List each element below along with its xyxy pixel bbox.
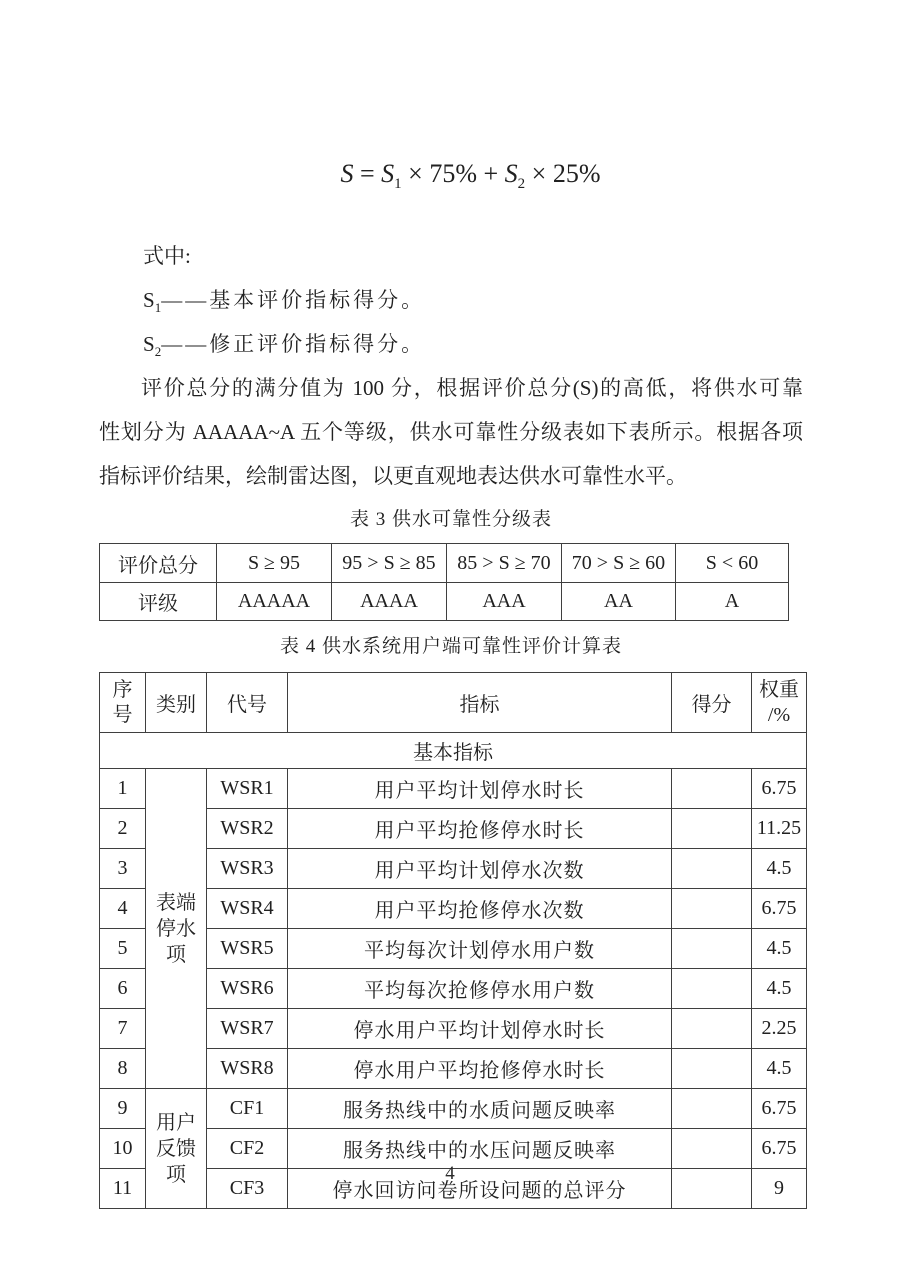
category-label-line: 反馈 [156,1137,196,1160]
header-weight-line2: /% [767,703,791,726]
formula-equation [99,0,803,228]
code-cell: CF3 [207,1169,288,1209]
code-cell: WSR6 [207,969,288,1009]
section-row [100,733,807,769]
table3-range-cell: 70 > S ≥ 60 [562,544,676,583]
table3-range-cell: 95 > S ≥ 85 [332,544,447,583]
formula-var-s1: S [381,159,395,188]
score-cell [672,929,752,969]
weight-cell: 6.75 [752,1089,807,1129]
table3-score-row [100,544,789,583]
header-category: 类别 [146,673,207,733]
table3-grade-cell: AAAAA [217,583,332,621]
category-cell-user-feedback [146,1089,207,1209]
indicator-cell: 用户平均计划停水时长 [288,769,672,809]
page-content [99,0,803,1209]
weight-cell: 2.25 [752,1009,807,1049]
note-symbol-s1: S [143,288,155,312]
table-row [100,889,807,929]
code-cell: WSR7 [207,1009,288,1049]
header-indicator: 指标 [288,673,672,733]
indicator-cell: 服务热线中的水质问题反映率 [288,1089,672,1129]
indicator-cell: 用户平均计划停水次数 [288,849,672,889]
row-number-cell: 1 [100,769,146,809]
table-row [100,1049,807,1089]
code-cell: CF1 [207,1089,288,1129]
indicator-cell: 用户平均抢修停水次数 [288,889,672,929]
code-cell: CF2 [207,1129,288,1169]
note-desc-s2: ——修正评价指标得分。 [161,332,426,356]
category-label-line: 项 [166,1163,186,1186]
table3-rowhead-cell: 评级 [100,583,217,621]
weight-cell: 9 [752,1169,807,1209]
formula-note-s2 [99,322,803,366]
page-number: 4 [445,1163,455,1184]
table3-caption: 表 3 供水可靠性分级表 [349,509,552,530]
indicator-cell: 停水回访问卷所设问题的总评分 [288,1169,672,1209]
category-label-line: 用户 [156,1111,196,1134]
row-number-cell: 9 [100,1089,146,1129]
table3-grade-cell: A [676,583,789,621]
formula-equals: = [353,159,382,188]
indicator-cell: 服务热线中的水压问题反映率 [288,1129,672,1169]
table-row [100,849,807,889]
code-cell: WSR4 [207,889,288,929]
category-label-line: 停水 [156,917,196,940]
table-row [100,1009,807,1049]
weight-cell: 4.5 [752,849,807,889]
code-cell: WSR5 [207,929,288,969]
score-cell [672,889,752,929]
formula-sub-2: 2 [517,176,526,193]
weight-cell: 11.25 [752,809,807,849]
score-cell [672,969,752,1009]
table4-caption: 表 4 供水系统用户端可靠性评价计算表 [279,636,622,657]
formula-term-25: × 25% [525,159,601,188]
table3-range-cell: S < 60 [676,544,789,583]
paragraph-line-3: 指标评价结果，绘制雷达图，以更直观地表达供水可靠性水平。 [99,464,687,488]
weight-cell: 4.5 [752,969,807,1009]
reliability-calculation-table [99,672,807,1209]
rating-scale-table [99,543,789,621]
paragraph-line-2: 性划分为 AAAAA~A 五个等级，供水可靠性分级表如下表所示。根据各项 [99,420,803,444]
row-number-cell: 3 [100,849,146,889]
score-cell [672,1089,752,1129]
formula-sub-1: 1 [394,176,402,193]
row-number-cell: 7 [100,1009,146,1049]
weight-cell: 6.75 [752,1129,807,1169]
section-label-cell: 基本指标 [100,733,807,769]
body-text [99,234,803,498]
table3-rowhead-cell: 评价总分 [100,544,217,583]
note-subscript-2: 2 [154,344,162,360]
score-cell [672,849,752,889]
table3-range-cell: S ≥ 95 [217,544,332,583]
indicator-cell: 平均每次计划停水用户数 [288,929,672,969]
score-cell [672,769,752,809]
formula-var-s2: S [504,159,518,188]
formula-note-s1 [99,278,803,322]
table-row [100,1089,807,1129]
indicator-cell: 平均每次抢修停水用户数 [288,969,672,1009]
row-number-cell: 2 [100,809,146,849]
note-desc-s1: ——基本评价指标得分。 [161,288,426,312]
header-weight [752,673,807,733]
note-subscript-1: 1 [154,300,162,316]
table3-grade-row [100,583,789,621]
category-label-line: 项 [166,943,186,966]
table3-grade-cell: AAAA [332,583,447,621]
table3-grade-cell: AA [562,583,676,621]
row-number-cell: 10 [100,1129,146,1169]
weight-cell: 6.75 [752,769,807,809]
table-row [100,969,807,1009]
row-number-cell: 8 [100,1049,146,1089]
table-row [100,809,807,849]
indicator-cell: 用户平均抢修停水时长 [288,809,672,849]
row-number-cell: 4 [100,889,146,929]
table-row [100,929,807,969]
code-cell: WSR3 [207,849,288,889]
note-symbol-s2: S [143,332,155,356]
indicator-cell: 停水用户平均计划停水时长 [288,1009,672,1049]
weight-cell: 6.75 [752,889,807,929]
row-number-cell: 5 [100,929,146,969]
header-code: 代号 [207,673,288,733]
header-weight-line1: 权重 [759,678,799,701]
table3-range-cell: 85 > S ≥ 70 [447,544,562,583]
header-no-line2: 号 [112,703,133,726]
table3-grade-cell: AAA [447,583,562,621]
formula-note-intro: 式中: [143,244,191,268]
weight-cell: 4.5 [752,929,807,969]
table-row [100,769,807,809]
weight-cell: 4.5 [752,1049,807,1089]
score-cell [672,809,752,849]
formula-var-s: S [340,159,354,188]
row-number-cell: 6 [100,969,146,1009]
row-number-cell: 11 [100,1169,146,1209]
header-no [100,673,146,733]
indicator-cell: 停水用户平均抢修停水时长 [288,1049,672,1089]
paragraph-line-1: 评价总分的满分值为 100 分，根据评价总分(S)的高低，将供水可靠 [141,376,803,400]
code-cell: WSR8 [207,1049,288,1089]
code-cell: WSR2 [207,809,288,849]
score-cell [672,1049,752,1089]
header-no-line1: 序 [112,678,133,701]
code-cell: WSR1 [207,769,288,809]
score-cell [672,1009,752,1049]
formula-term-75: × 75% + [401,159,505,188]
table4-header-row [100,673,807,733]
header-score: 得分 [672,673,752,733]
category-cell-meter-outage [146,769,207,1089]
category-label-line: 表端 [156,891,196,914]
